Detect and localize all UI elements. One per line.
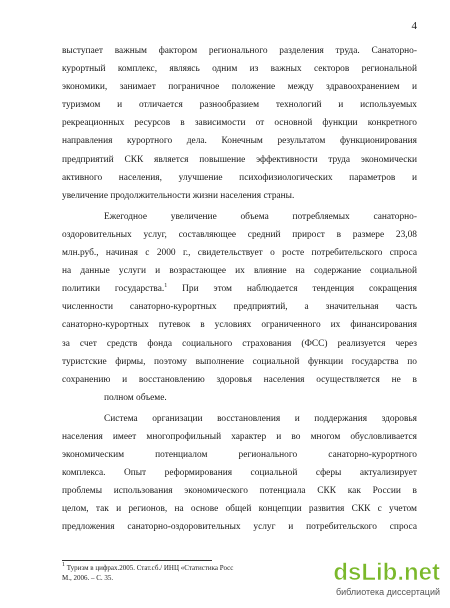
text-line: предприятий СКК является повышение эффективности труда экономически [62, 154, 417, 165]
text-line: оздоровительных услуг, составляющее средний прирост в размере 23,08 [62, 229, 417, 240]
text-line: численности санаторно-курортных предприятий, а значительная часть [62, 302, 417, 313]
paragraph-1 [62, 42, 417, 205]
text-line: населения имеет многопрофильный характер и во многом обусловливается [62, 431, 417, 442]
text-line: проблемы использования экономического потенциала СКК как России в [62, 486, 417, 497]
body-text [62, 42, 417, 537]
text-line: за счет средств фонда социального страхования (ФСС) реализуется через [62, 338, 417, 349]
footnote [62, 563, 272, 583]
text-line: сохранению и восстановлению здоровья населения осуществляется не в [62, 374, 417, 385]
page-number: 4 [411, 20, 417, 32]
text-line: выступает важным фактором регионального разделения труда. Санаторно- [62, 46, 417, 56]
dslib-tagline: библиотека диссертаций [335, 587, 440, 597]
text-fragment: политики государства. [62, 284, 165, 295]
footnote-marker: 1 [62, 562, 65, 568]
footnote-separator [62, 560, 212, 561]
text-line: Система организации восстановления и поддержания здоровья [104, 413, 417, 424]
text-line: млн.руб., начиная с 2000 г., свидетельствует о росте потребительского спроса [62, 248, 417, 259]
text-line: Ежегодное увеличение объема потребляемых санаторно- [104, 211, 417, 222]
text-line: целом, так и регионов, на основе общей концепции развития СКК с учетом [62, 504, 417, 515]
text-line: активного населения, улучшение психофизиологических параметров и [62, 172, 417, 183]
text-line: туризмом и отличается разнообразием технологий и используемых [62, 100, 417, 111]
text-line: направления курортного дела. Конечным результатом функционирования [62, 136, 417, 147]
text-line: курортный комплекс, являясь одним из важных секторов региональной [62, 64, 417, 75]
text-line: санаторно-курортных путевок в условиях ограниченного их финансирования [62, 320, 417, 331]
text-line: туристские фирмы, поэтому выполнение социальной функции государства по [62, 356, 417, 367]
footnote-text: Туризм в цифрах.2005. Стат.сб./ ИНЦ «Статистика Росс [66, 564, 234, 572]
text-line: увеличение продолжительности жизни населения страны. [62, 190, 295, 201]
text-line: на данные услуги и возрастающее их влияние на содержание социальной [62, 266, 417, 277]
text-line: рекреационных ресурсов в зависимости от основной функции конкретного [62, 118, 417, 129]
footnote-line: М., 2006. – С. 35. [62, 574, 114, 582]
text-line: предложения санаторно-оздоровительных услуг и потребительского спроса [62, 522, 417, 533]
text-line: комплекса. Опыт реформирования социальной сферы актуализирует [62, 468, 417, 479]
dslib-logo [332, 556, 442, 586]
paragraph-3 [62, 410, 417, 537]
footnote-ref[interactable]: 1 [164, 283, 168, 290]
text-line: полном объеме. [104, 392, 167, 403]
paragraph-2 [62, 208, 417, 407]
text-fragment: При этом наблюдается тенденция сокращения [182, 284, 417, 295]
dslib-watermark [332, 556, 442, 602]
text-line: экономики, занимает пограничное положение между здравоохранением и [62, 82, 417, 93]
text-line: экономическим потенциалом регионального санаторно-курортного [62, 450, 417, 461]
dslib-logo-text: dsLib.net [333, 559, 440, 586]
text-line [62, 280, 417, 298]
footnote-line [62, 563, 272, 573]
